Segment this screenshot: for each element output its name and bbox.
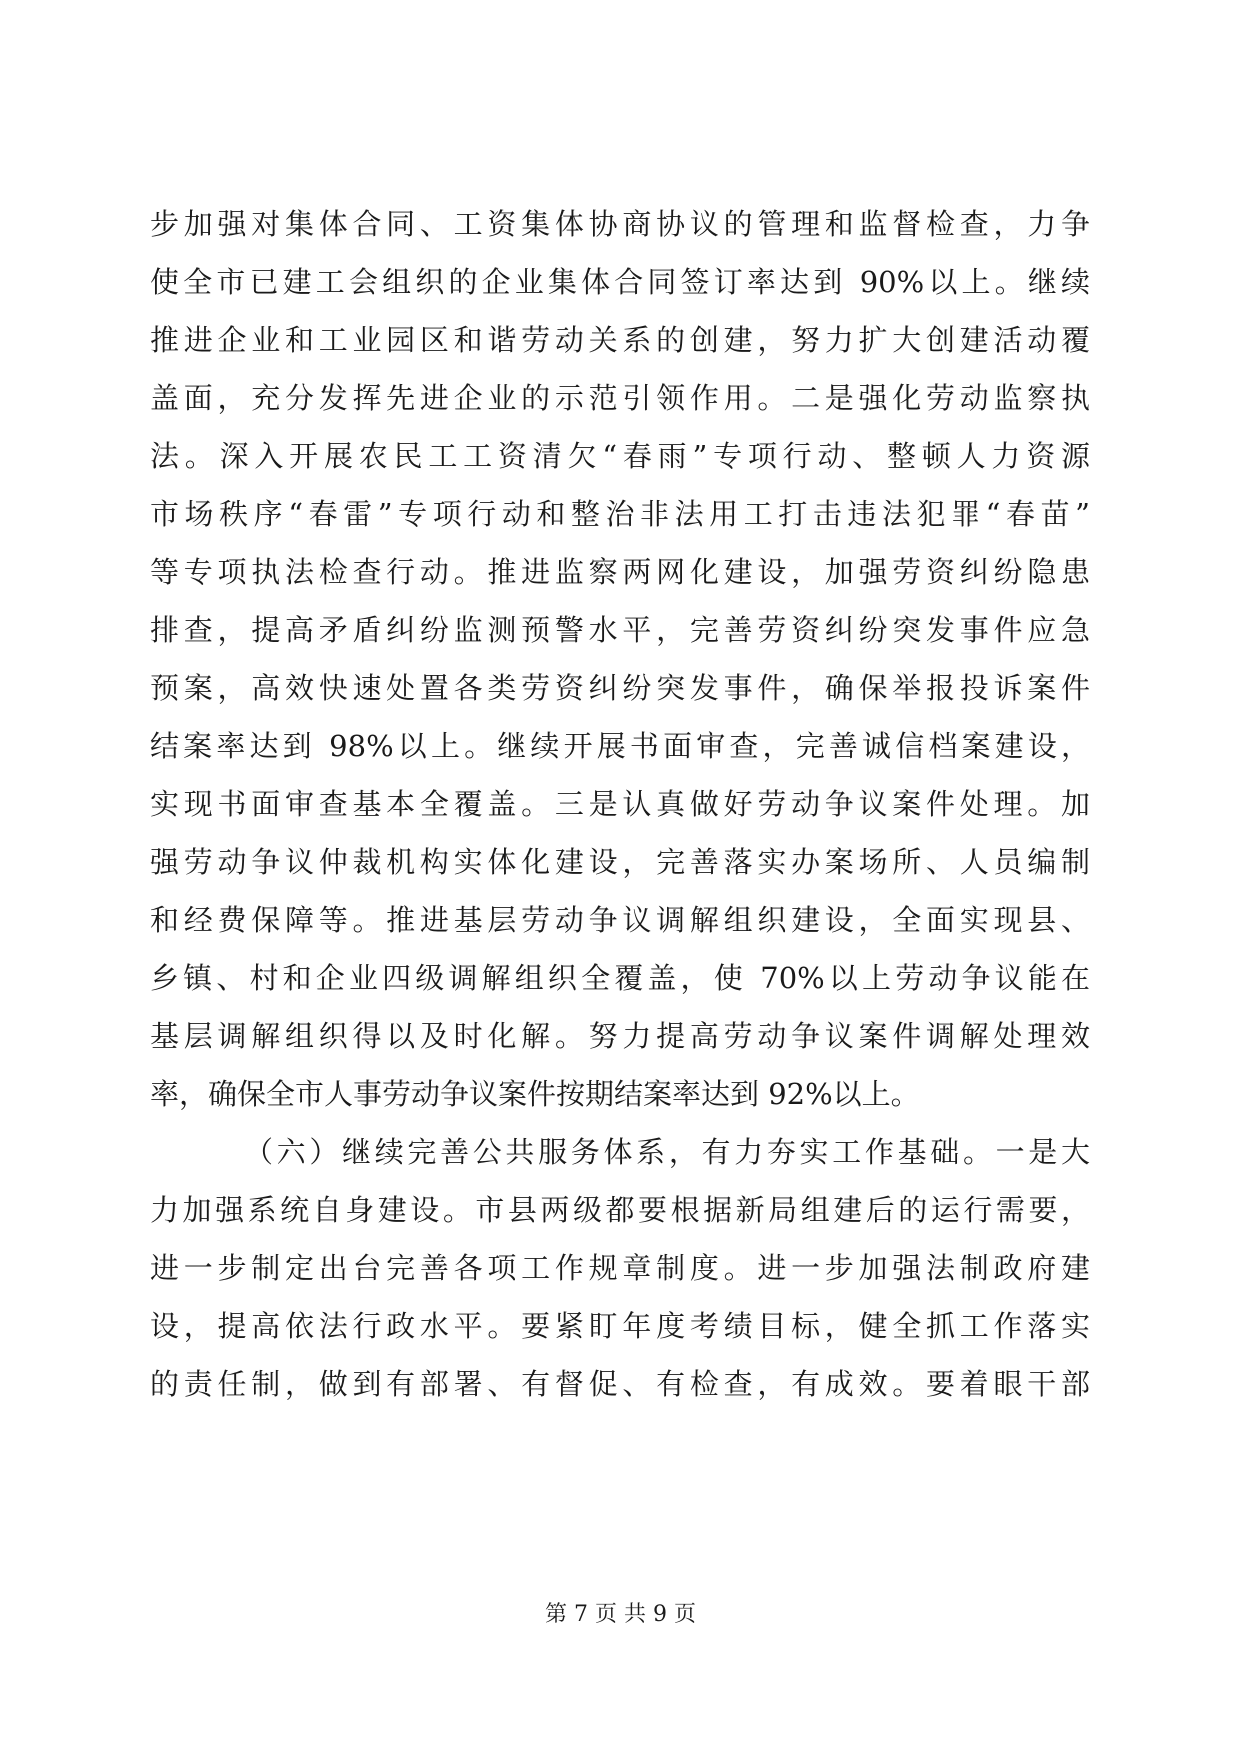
text-line: 排查，提高矛盾纠纷监测预警水平，完善劳资纠纷突发事件应急 (150, 613, 1090, 647)
text-line: 进一步制定出台完善各项工作规章制度。进一步加强法制政府建 (150, 1251, 1090, 1285)
text-line: 推进企业和工业园区和谐劳动关系的创建，努力扩大创建活动覆 (150, 323, 1090, 357)
text-line: 的责任制，做到有部署、有督促、有检查，有成效。要着眼干部 (150, 1367, 1090, 1401)
page-footer (0, 1600, 1241, 1630)
paragraph-start-line: （六）继续完善公共服务体系，有力夯实工作基础。一是大 (244, 1135, 1090, 1169)
text-line: 率，确保全市人事劳动争议案件按期结案率达到 92%以上。 (150, 1077, 920, 1111)
text-line: 基层调解组织得以及时化解。努力提高劳动争议案件调解处理效 (150, 1019, 1090, 1053)
text-line: 步加强对集体合同、工资集体协商协议的管理和监督检查，力争 (150, 207, 1090, 241)
text-line: 力加强系统自身建设。市县两级都要根据新局组建后的运行需要， (150, 1193, 1090, 1227)
text-line: 结案率达到 98%以上。继续开展书面审查，完善诚信档案建设， (150, 729, 1090, 763)
text-line: 强劳动争议仲裁机构实体化建设，完善落实办案场所、人员编制 (150, 845, 1090, 879)
text-line: 法。深入开展农民工工资清欠“春雨”专项行动、整顿人力资源 (150, 439, 1090, 473)
text-line: 市场秩序“春雷”专项行动和整治非法用工打击违法犯罪“春苗” (150, 497, 1090, 531)
text-line: 使全市已建工会组织的企业集体合同签订率达到 90%以上。继续 (150, 265, 1090, 299)
text-line: 乡镇、村和企业四级调解组织全覆盖，使 70%以上劳动争议能在 (150, 961, 1090, 995)
text-line: 等专项执法检查行动。推进监察两网化建设，加强劳资纠纷隐患 (150, 555, 1090, 589)
page-number: 第 7 页 共 9 页 (545, 1602, 696, 1627)
text-line: 设，提高依法行政水平。要紧盯年度考绩目标，健全抓工作落实 (150, 1309, 1090, 1343)
text-line: 盖面，充分发挥先进企业的示范引领作用。二是强化劳动监察执 (150, 381, 1090, 415)
text-line: 实现书面审查基本全覆盖。三是认真做好劳动争议案件处理。加 (150, 787, 1090, 821)
text-line: 和经费保障等。推进基层劳动争议调解组织建设，全面实现县、 (150, 903, 1090, 937)
text-line: 预案，高效快速处置各类劳资纠纷突发事件，确保举报投诉案件 (150, 671, 1090, 705)
